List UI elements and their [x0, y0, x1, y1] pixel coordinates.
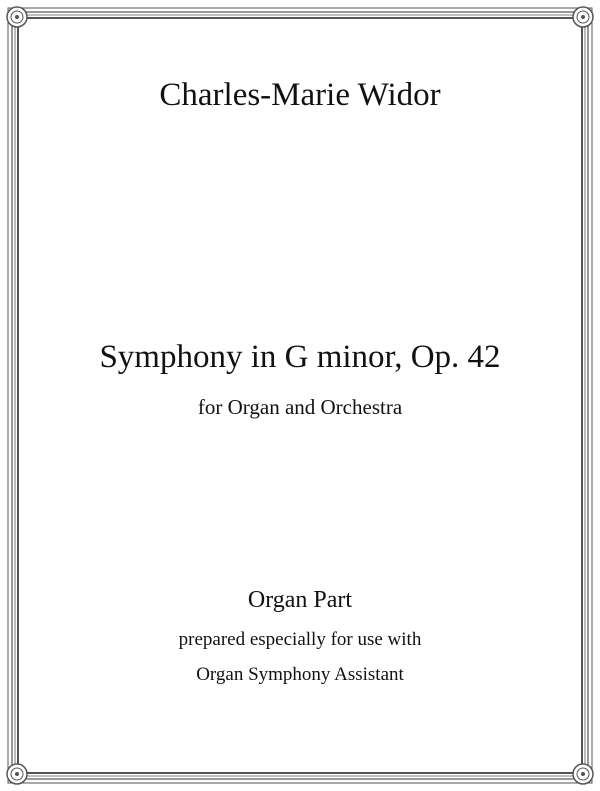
- corner-ornament-top-left-icon: [7, 7, 27, 27]
- composer-name: Charles-Marie Widor: [159, 77, 441, 113]
- corner-ornament-top-right-icon: [573, 7, 593, 27]
- corner-ornament-bottom-right-icon: [573, 764, 593, 784]
- corner-ornament-bottom-left-icon: [7, 764, 27, 784]
- work-title: Symphony in G minor, Op. 42: [99, 339, 501, 375]
- work-subtitle: for Organ and Orchestra: [197, 395, 403, 419]
- part-name: Organ Part: [247, 587, 353, 613]
- preparation-note-line-2: Organ Symphony Assistant: [196, 664, 404, 685]
- preparation-note-line-1: prepared especially for use with: [178, 629, 422, 650]
